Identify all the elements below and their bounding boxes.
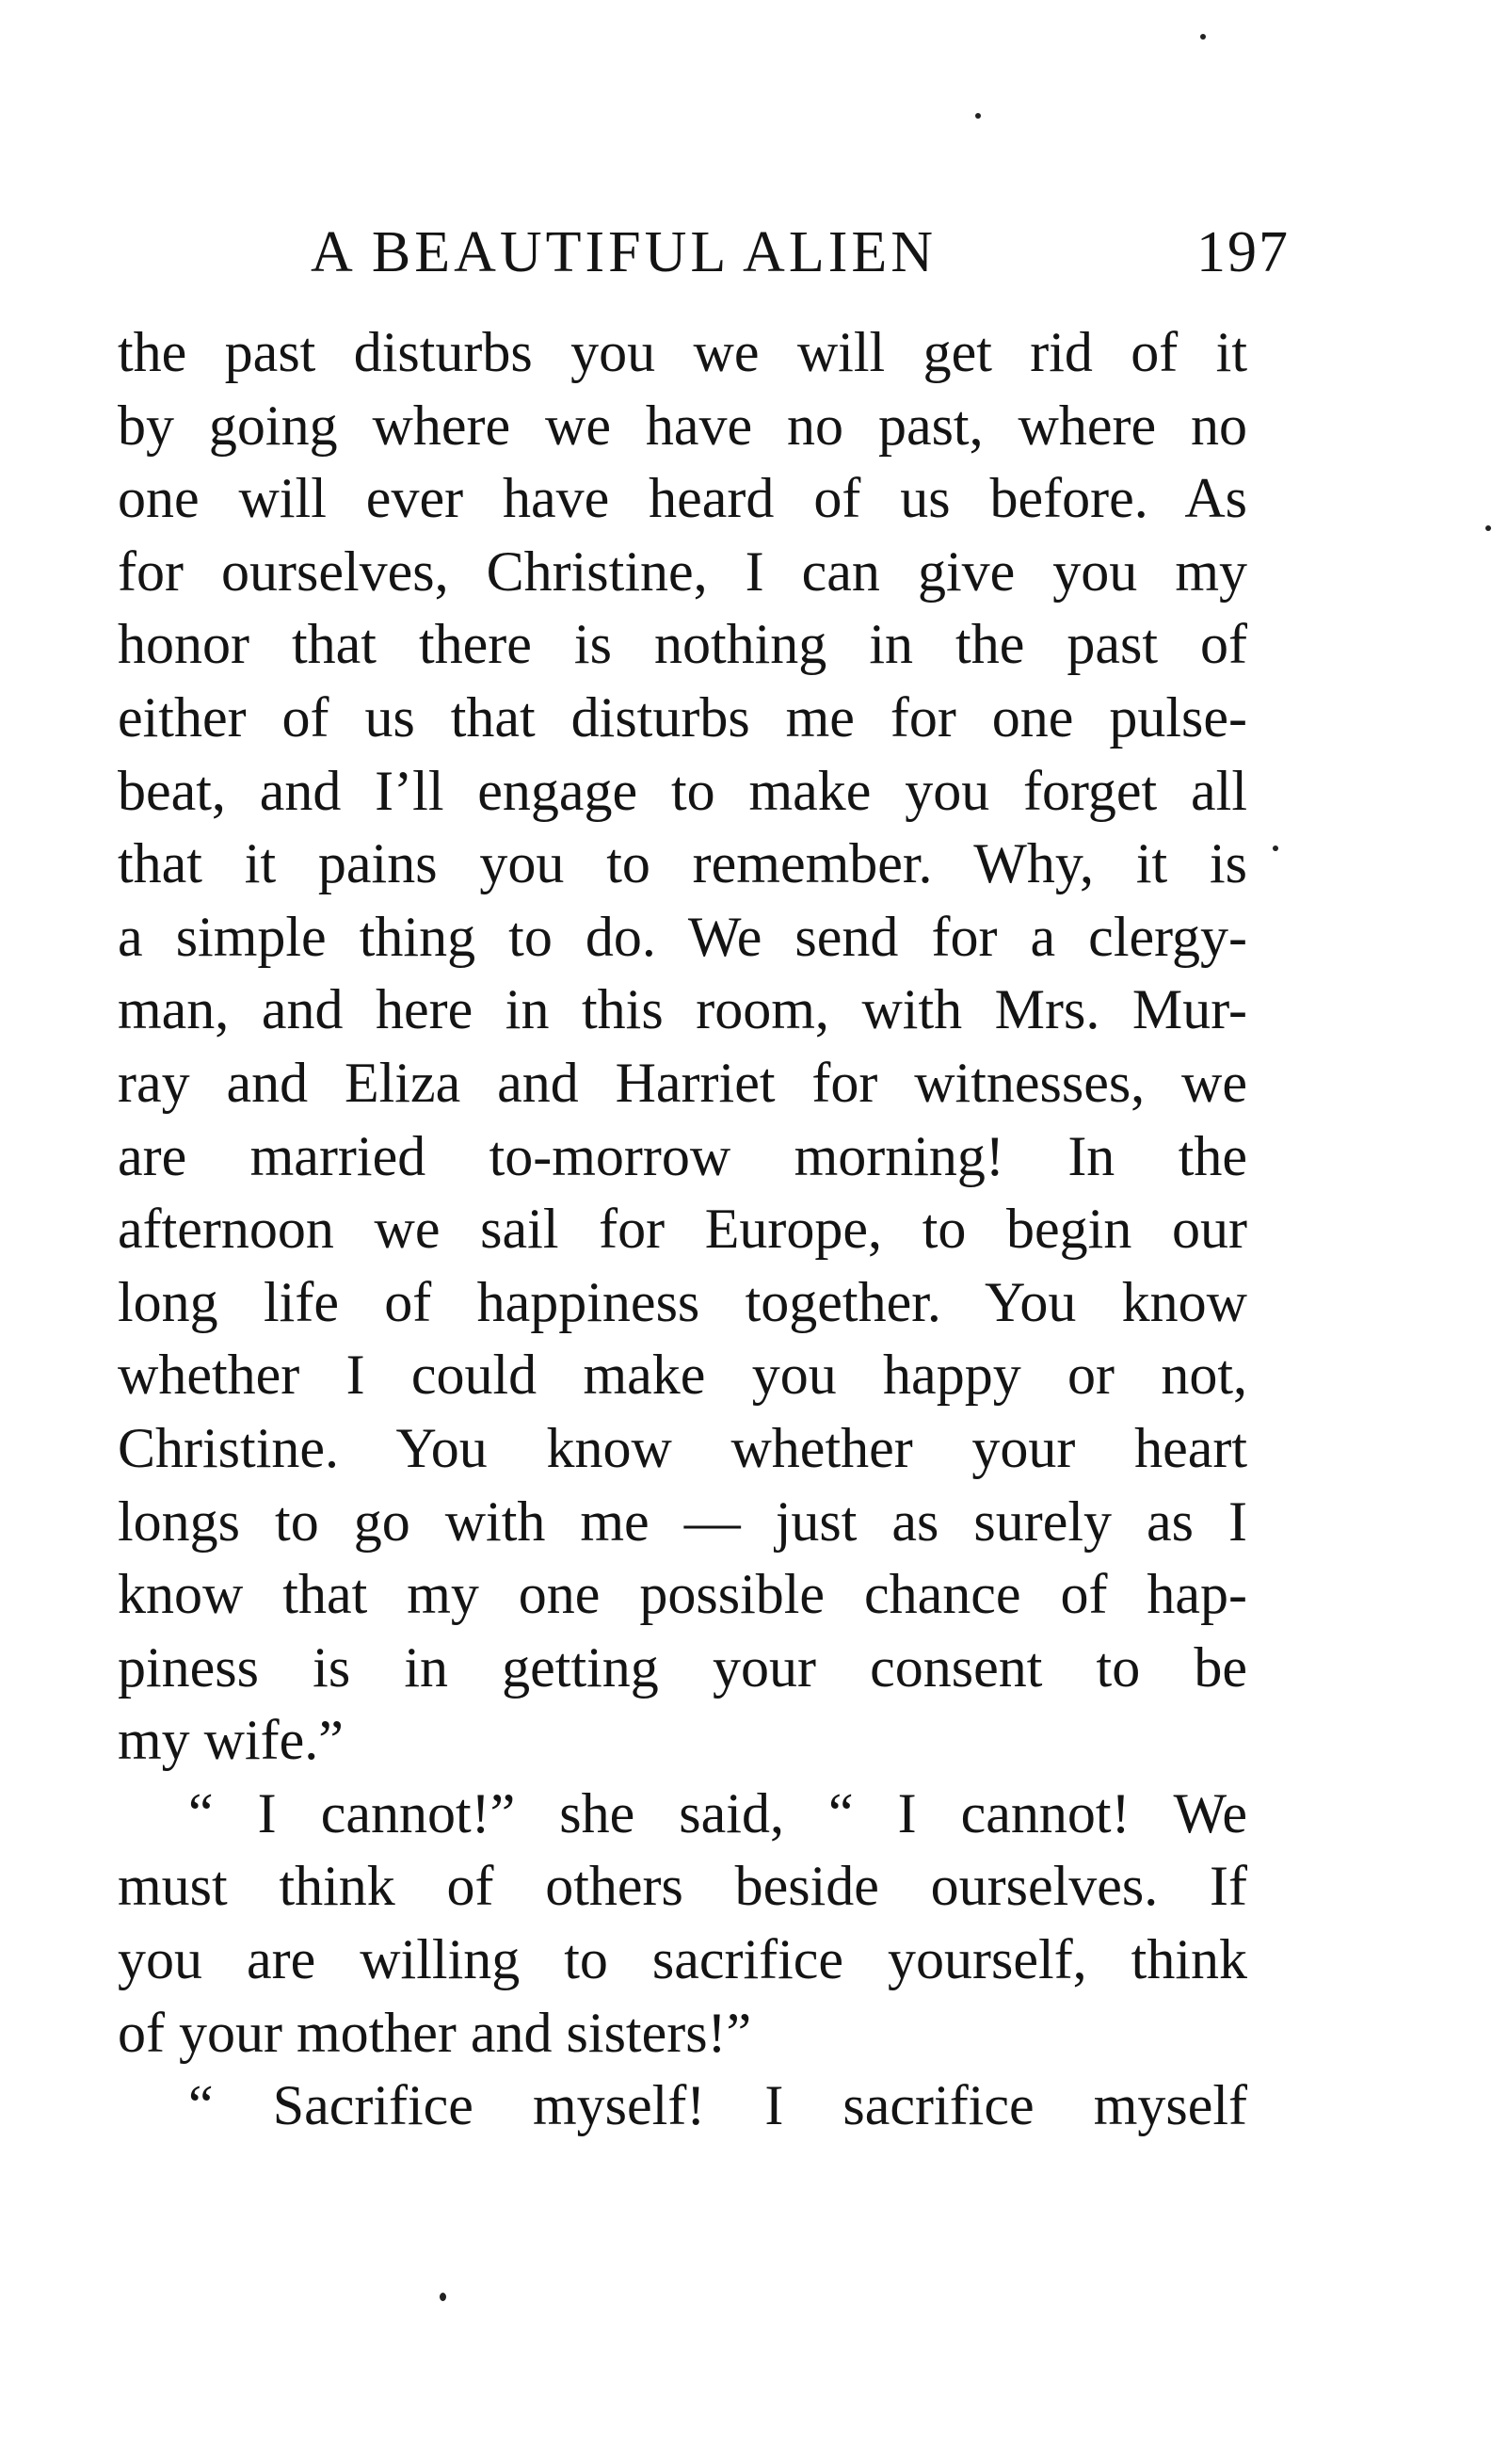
body-text bbox=[118, 316, 1247, 2143]
text-line: whether I could make you happy or not, bbox=[118, 1344, 1247, 1407]
ink-speck bbox=[1485, 525, 1491, 531]
text-line: for ourselves, Christine, I can give you my bbox=[118, 540, 1247, 603]
ink-speck bbox=[440, 2293, 446, 2301]
text-line: my wife.” bbox=[118, 1709, 344, 1772]
text-line: afternoon we sail for Europe, to begin our bbox=[118, 1198, 1247, 1261]
running-header bbox=[311, 215, 1290, 290]
text-line: must think of others beside ourselves. If bbox=[118, 1855, 1247, 1918]
text-line: “ Sacrifice myself! I sacrifice myself bbox=[188, 2074, 1247, 2137]
text-line: longs to go with me — just as surely as I bbox=[118, 1490, 1247, 1553]
text-line: man, and here in this room, with Mrs. Mur- bbox=[118, 978, 1247, 1041]
page-number: 197 bbox=[1196, 220, 1290, 284]
text-line: either of us that disturbs me for one pulse- bbox=[118, 685, 1247, 749]
text-line: by going where we have no past, where no bbox=[118, 394, 1247, 457]
text-line: are married to-morrow morning! In the bbox=[118, 1124, 1247, 1187]
ink-speck bbox=[975, 113, 981, 119]
text-line: “ I cannot!” she said, “ I cannot! We bbox=[188, 1781, 1247, 1844]
text-line: ray and Eliza and Harriet for witnesses, we bbox=[118, 1051, 1247, 1114]
text-line: piness is in getting your consent to be bbox=[118, 1635, 1247, 1699]
text-line: beat, and I’ll engage to make you forget all bbox=[118, 759, 1247, 822]
text-line: Christine. You know whether your heart bbox=[118, 1416, 1247, 1479]
ink-speck bbox=[1273, 845, 1278, 851]
text-line: honor that there is nothing in the past of bbox=[118, 613, 1247, 676]
text-line: that it pains you to remember. Why, it is bbox=[118, 832, 1247, 895]
text-line: the past disturbs you we will get rid of it bbox=[118, 321, 1247, 383]
text-line: of your mother and sisters!” bbox=[118, 2001, 752, 2064]
text-line: know that my one possible chance of hap- bbox=[118, 1563, 1247, 1626]
running-title: A BEAUTIFUL ALIEN bbox=[311, 220, 937, 284]
text-line: a simple thing to do. We send for a clergy- bbox=[118, 905, 1247, 968]
text-line: one will ever have heard of us before. As bbox=[118, 467, 1247, 530]
ink-speck bbox=[1200, 34, 1206, 40]
text-line: you are willing to sacrifice yourself, think bbox=[118, 1928, 1247, 1991]
text-line: long life of happiness together. You know bbox=[118, 1270, 1247, 1333]
